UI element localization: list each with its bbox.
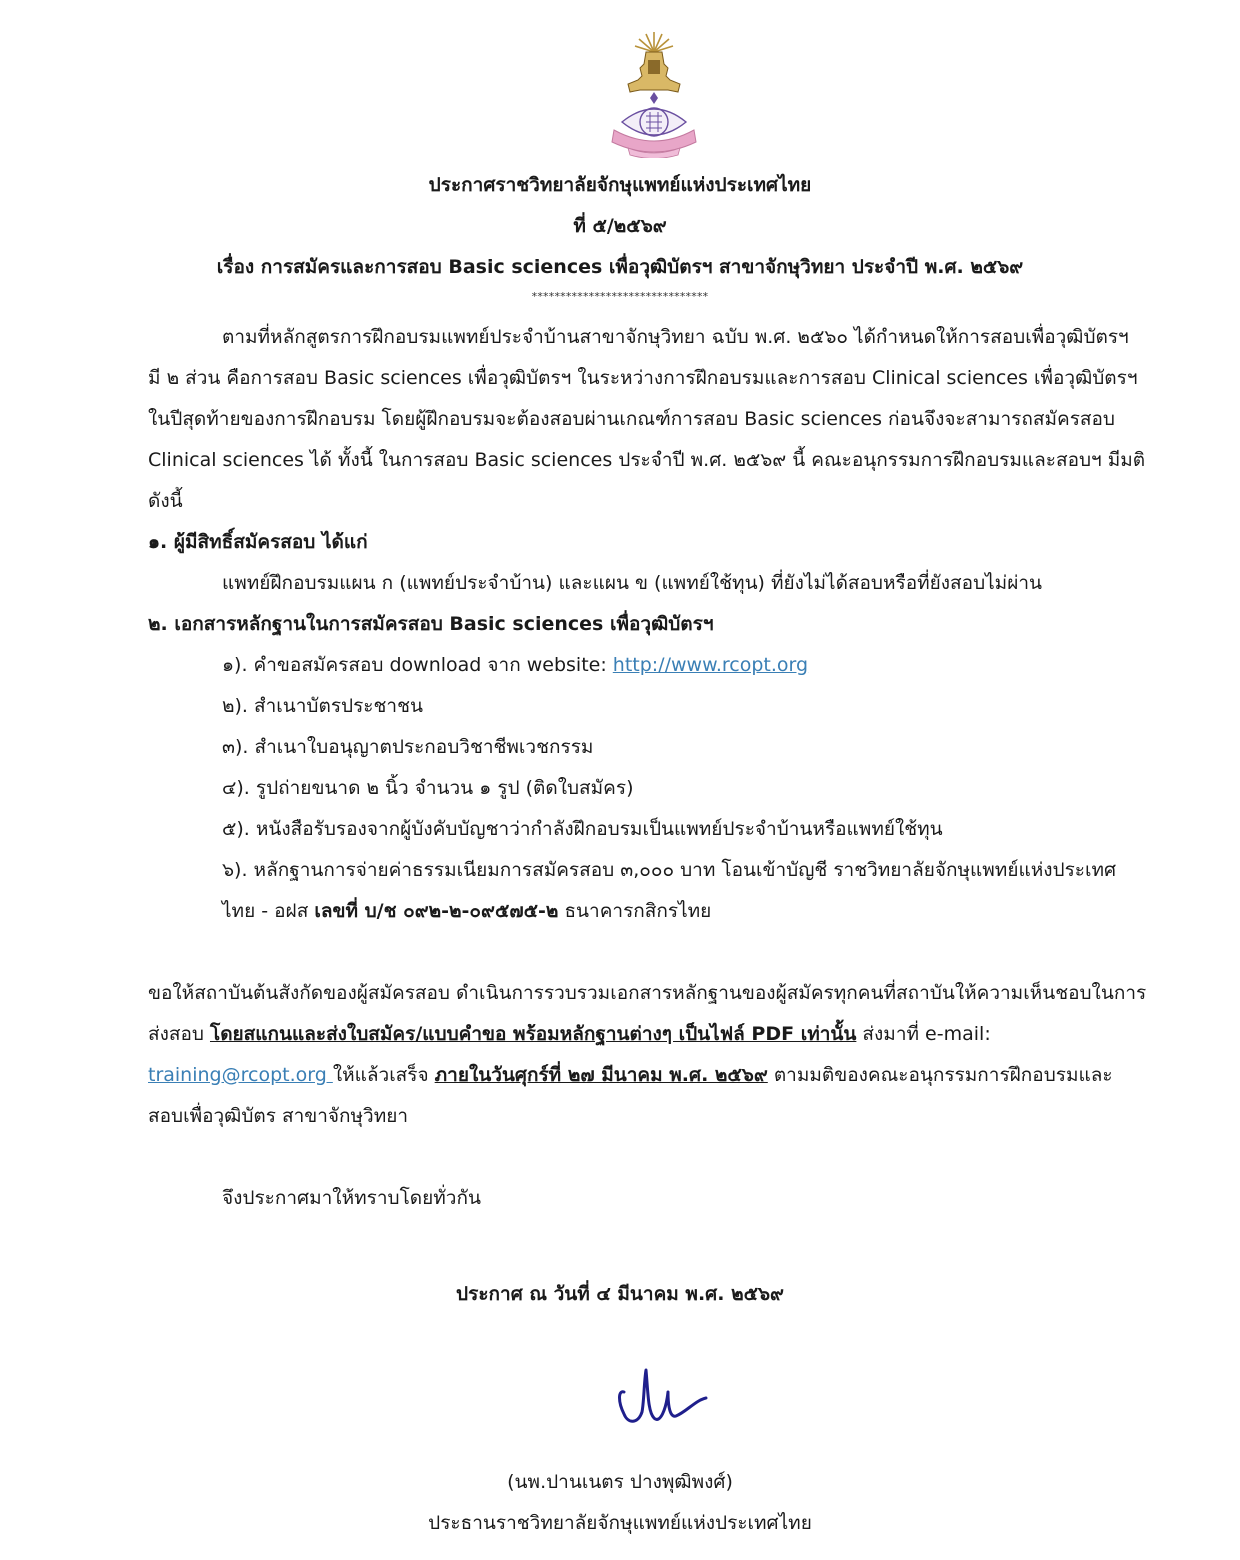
document-item-4: ๔). รูปถ่ายขนาด ๒ นิ้ว จำนวน ๑ รูป (ติดใบสมัคร)	[222, 777, 634, 799]
bank-name: ธนาคารกสิกรไทย	[558, 900, 712, 922]
document-item-1-text: ๑). คำขอสมัครสอบ download จาก website:	[222, 654, 613, 676]
instructions-text: ให้แล้วเสร็จ	[332, 1064, 435, 1086]
announcement-subject: เรื่อง การสมัครและการสอบ Basic sciences เพื่อวุฒิบัตรฯ สาขาจักษุวิทยา ประจำปี พ.ศ. ๒๕๖๙	[216, 256, 1024, 278]
instructions-line-4: สอบเพื่อวุฒิบัตร สาขาจักษุวิทยา	[148, 1105, 409, 1127]
signatory-name: (นพ.ปานเนตร ปางพุฒิพงศ์)	[507, 1471, 733, 1493]
closing-statement: จึงประกาศมาให้ทราบโดยทั่วกัน	[222, 1187, 481, 1209]
document-item-6-line-2	[222, 898, 711, 924]
intro-line-4: Clinical sciences ได้ ทั้งนี้ ในการสอบ Basic sciences ประจำปี พ.ศ. ๒๕๖๙ นี้ คณะอนุกรรมการฝึกอบรมและสอบฯ มีมติ	[148, 449, 1146, 471]
email-label: ส่งมาที่ e-mail:	[856, 1023, 991, 1045]
document-item-5: ๕). หนังสือรับรองจากผู้บังคับบัญชาว่ากำลังฝึกอบรมเป็นแพทย์ประจำบ้านหรือแพทย์ใช้ทุน	[222, 818, 943, 840]
announcement-date: ประกาศ ณ วันที่ ๔ มีนาคม พ.ศ. ๒๕๖๙	[456, 1283, 784, 1305]
website-link[interactable]: http://www.rcopt.org	[612, 654, 809, 676]
instructions-line-3	[148, 1062, 1113, 1088]
announcement-number: ที่ ๕/๒๕๖๙	[573, 215, 667, 237]
signatory-title: ประธานราชวิทยาลัยจักษุแพทย์แห่งประเทศไทย	[428, 1512, 812, 1534]
document-item-3: ๓). สำเนาใบอนุญาตประกอบวิชาชีพเวชกรรม	[222, 736, 594, 758]
section-2-heading: ๒. เอกสารหลักฐานในการสมัครสอบ Basic sciences เพื่อวุฒิบัตรฯ	[148, 613, 714, 635]
deadline-emphasis: ภายในวันศุกร์ที่ ๒๗ มีนาคม พ.ศ. ๒๕๖๙	[434, 1064, 768, 1086]
intro-line-1: ตามที่หลักสูตรการฝึกอบรมแพทย์ประจำบ้านสาขาจักษุวิทยา ฉบับ พ.ศ. ๒๕๖๐ ได้กำหนดให้การสอบเพื่อวุฒิบัตรฯ	[222, 326, 1129, 348]
section-1-heading: ๑. ผู้มีสิทธิ์สมัครสอบ ได้แก่	[148, 531, 368, 553]
intro-line-5: ดังนี้	[148, 490, 183, 512]
signature-icon	[612, 1362, 712, 1432]
separator: *******************************	[531, 290, 709, 303]
section-1-text: แพทย์ฝึกอบรมแผน ก (แพทย์ประจำบ้าน) และแผน ข (แพทย์ใช้ทุน) ที่ยังไม่ได้สอบหรือที่ยังสอบไม่ผ่าน	[222, 572, 1042, 594]
intro-line-3: ในปีสุดท้ายของการฝึกอบรม โดยผู้ฝึกอบรมจะต้องสอบผ่านเกณฑ์การสอบ Basic sciences ก่อนจึงจะสามารถสมัครสอบ	[148, 408, 1115, 430]
document-item-2: ๒). สำเนาบัตรประชาชน	[222, 695, 423, 717]
pdf-only-emphasis: โดยสแกนและส่งใบสมัคร/แบบคำขอ พร้อมหลักฐานต่างๆ เป็นไฟล์ PDF เท่านั้น	[209, 1023, 857, 1045]
account-number: เลขที่ บ/ช ๐๙๒-๒-๐๙๕๗๕-๒	[314, 900, 559, 922]
account-name: ไทย - อฝส	[222, 900, 315, 922]
document-item-6-line-1: ๖). หลักฐานการจ่ายค่าธรรมเนียมการสมัครสอบ ๓,๐๐๐ บาท โอนเข้าบัญชี ราชวิทยาลัยจักษุแพทย์แห่งประเทศ	[222, 859, 1117, 881]
instructions-line-2	[148, 1021, 991, 1047]
instructions-text: ส่งสอบ	[148, 1023, 210, 1045]
intro-line-2: มี ๒ ส่วน คือการสอบ Basic sciences เพื่อวุฒิบัตรฯ ในระหว่างการฝึกอบรมและการสอบ Clinical sciences เพื่อวุฒิบัตรฯ	[148, 367, 1138, 389]
email-link[interactable]: training@rcopt.org	[148, 1064, 333, 1086]
organization-title: ประกาศราชวิทยาลัยจักษุแพทย์แห่งประเทศไทย	[428, 174, 812, 196]
document-item-1	[222, 652, 808, 678]
royal-college-emblem-icon	[608, 30, 700, 158]
instructions-line-1: ขอให้สถาบันต้นสังกัดของผู้สมัครสอบ ดำเนินการรวบรวมเอกสารหลักฐานของผู้สมัครทุกคนที่สถาบันให้ความเห็นชอบในการ	[148, 982, 1147, 1004]
instructions-text: ตามมติของคณะอนุกรรมการฝึกอบรมและ	[767, 1064, 1113, 1086]
